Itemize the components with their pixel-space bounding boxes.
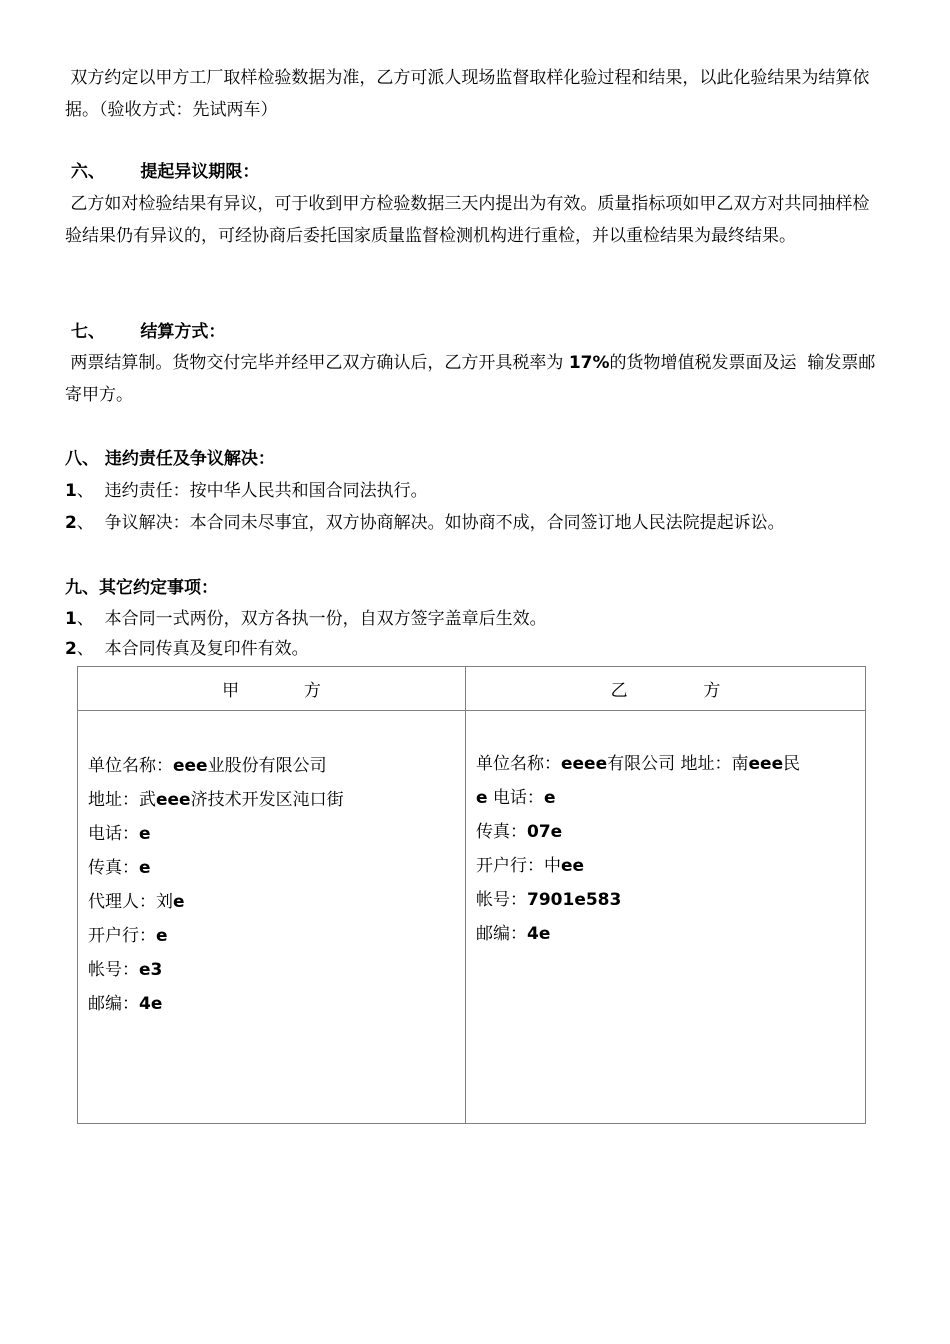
- party-a-unit: 单位名称：eee业股份有限公司: [88, 756, 327, 776]
- signature-table: [77, 666, 866, 1124]
- party-a-agent: 代理人：刘e: [88, 892, 185, 912]
- party-a-address: 地址：武eee济技术开发区沌口街: [88, 790, 344, 810]
- party-a-account: 帐号：e3: [88, 960, 163, 980]
- section-9-item-1: [65, 603, 885, 635]
- section-9-title: 九、其它约定事项：: [65, 578, 218, 598]
- party-b-account: 帐号：7901e583: [476, 890, 622, 910]
- section-7-body-post: 的货物增值税发票面及运 输发票邮寄甲方。: [65, 353, 876, 405]
- section-8-item-1: [65, 475, 885, 507]
- party-b-fax: 传真：07e: [476, 822, 563, 842]
- section-8-title: 八、 违约责任及争议解决：: [65, 449, 275, 469]
- section-6-body: 乙方如对检验结果有异议，可于收到甲方检验数据三天内提出为有效。质量指标项如甲乙双方对共同抽样检验结果仍有异议的，可经协商后委托国家质量监督检测机构进行重检，并以重检结果为最终结果。: [65, 194, 870, 246]
- party-b-unit-address: 单位名称：eeee有限公司 地址：南eee民: [476, 754, 801, 774]
- party-a-fax: 传真：e: [88, 858, 151, 878]
- section-9-item-2: [65, 633, 885, 665]
- section-6-title: 六、 提起异议期限：: [65, 162, 260, 182]
- intro-paragraph: 双方约定以甲方工厂取样检验数据为准，乙方可派人现场监督取样化验过程和结果，以此化验结果为结算依据。（验收方式：先试两车）: [65, 68, 870, 120]
- party-a-bank: 开户行：e: [88, 926, 168, 946]
- section-8-item-2: [65, 507, 885, 539]
- party-b-header: 乙 方: [466, 667, 866, 711]
- party-a-phone: 电话：e: [88, 824, 151, 844]
- item-number: 1: [65, 481, 77, 501]
- item-text: 、 本合同传真及复印件有效。: [76, 639, 309, 659]
- party-a-header: 甲 方: [78, 667, 466, 711]
- tax-rate: 17%: [568, 353, 610, 373]
- party-b-bank: 开户行：中ee: [476, 856, 585, 876]
- item-text: 、 违约责任：按中华人民共和国合同法执行。: [76, 481, 428, 501]
- item-number: 2: [65, 639, 77, 659]
- item-number: 1: [65, 609, 77, 629]
- section-7-body: [65, 347, 885, 411]
- item-text: 、 本合同一式两份，双方各执一份，自双方签字盖章后生效。: [76, 609, 547, 629]
- section-7-body-pre: 两票结算制。货物交付完毕并经甲乙双方确认后，乙方开具税率为: [65, 353, 569, 373]
- item-number: 2: [65, 513, 77, 533]
- party-b-zip: 邮编：4e: [476, 924, 551, 944]
- party-a-zip: 邮编：4e: [88, 994, 163, 1014]
- section-7-title: 七、 结算方式：: [65, 322, 226, 342]
- party-b-details: [466, 711, 866, 1124]
- party-b-phone: e 电话：e: [476, 788, 556, 808]
- party-a-details: [78, 711, 466, 1124]
- item-text: 、 争议解决：本合同未尽事宜，双方协商解决。如协商不成，合同签订地人民法院提起诉讼。: [76, 513, 785, 533]
